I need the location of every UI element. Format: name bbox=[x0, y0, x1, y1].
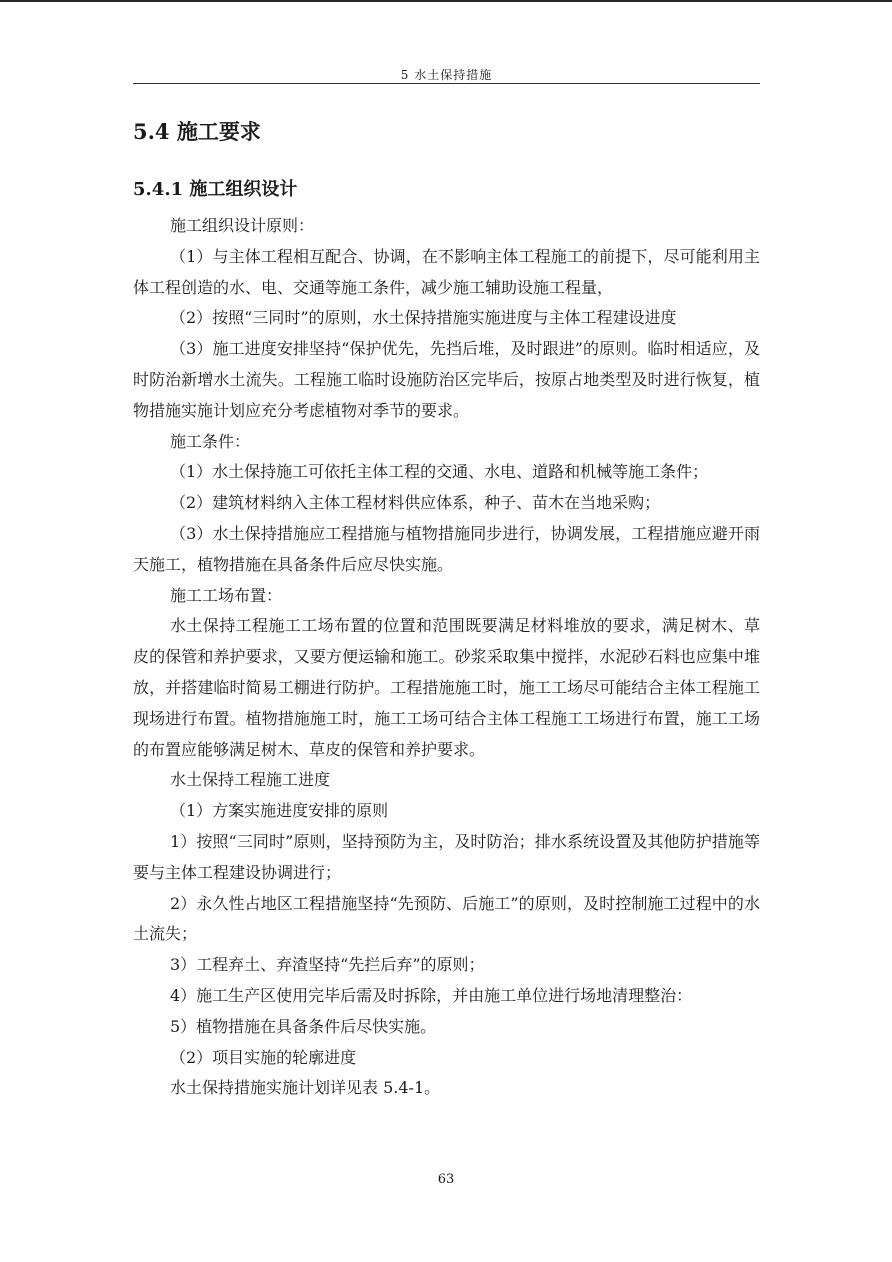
paragraph: 5）植物措施在具备条件后尽快实施。 bbox=[170, 1016, 437, 1036]
paragraph: （1）与主体工程相互配合、协调，在不影响主体工程施工的前提下，尽可能利用主体工程创造的水、电、交通等施工条件，减少施工辅助设施工程量， bbox=[133, 246, 760, 297]
paragraph: 水土保持工程施工工场布置的位置和范围既要满足材料堆放的要求，满足树木、草皮的保管和养护要求，又要方便运输和施工。砂浆采取集中搅拌，水泥砂石料也应集中堆放，并搭建临时简易工棚进行防护。工程措施施工时，施工工场尽可能结合主体工程施工现场进行布置。植物措施施工时，施工工场可结合主体工程施工工场进行布置，施工工场的布置应能够满足树木、草皮的保管和养护要求。 bbox=[133, 616, 760, 759]
paragraph: （1）水土保持施工可依托主体工程的交通、水电、道路和机械等施工条件； bbox=[170, 462, 709, 482]
paragraph: 水土保持措施实施计划详见表 5.4-1。 bbox=[170, 1078, 441, 1098]
subsection-title: 5.4.1 施工组织设计 bbox=[133, 179, 298, 200]
paragraph: 3）工程弃土、弃渣坚持“先拦后弃”的原则； bbox=[170, 955, 485, 975]
paragraph: 1）按照“三同时”原则，坚持预防为主，及时防治；排水系统设置及其他防护措施等要与主体工程建设协调进行； bbox=[133, 831, 760, 882]
page-body bbox=[133, 112, 760, 1104]
paragraph: 施工工场布置： bbox=[170, 585, 283, 605]
paragraph: 水土保持工程施工进度 bbox=[170, 770, 331, 790]
running-header: 5 水土保持措施 bbox=[400, 68, 493, 82]
paragraph: 施工条件： bbox=[170, 431, 251, 451]
paragraph: （1）方案实施进度安排的原则 bbox=[170, 801, 389, 821]
section-title: 5.4 施工要求 bbox=[133, 119, 261, 144]
top-edge-line bbox=[0, 0, 892, 2]
paragraph: （2）项目实施的轮廓进度 bbox=[170, 1047, 357, 1067]
paragraph: （2）按照“三同时”的原则，水土保持措施实施进度与主体工程建设进度 bbox=[170, 308, 677, 328]
header-rule bbox=[133, 83, 760, 84]
page-number: 63 bbox=[437, 1172, 455, 1187]
paragraph: （3）施工进度安排坚持“保护优先，先挡后堆，及时跟进”的原则。临时相适应，及时防治新增水土流失。工程施工临时设施防治区完毕后，按原占地类型及时进行恢复，植物措施实施计划应充分考虑植物对季节的要求。 bbox=[133, 339, 760, 420]
paragraph: 4）施工生产区使用完毕后需及时拆除，并由施工单位进行场地清理整治： bbox=[170, 985, 693, 1005]
paragraph: 2）永久性占地区工程措施坚持“先预防、后施工”的原则，及时控制施工过程中的水土流失； bbox=[133, 893, 760, 944]
paragraph: 施工组织设计原则： bbox=[170, 216, 315, 235]
paragraph: （2）建筑材料纳入主体工程材料供应体系，种子、苗木在当地采购； bbox=[170, 493, 661, 513]
paragraph: （3）水土保持措施应工程措施与植物措施同步进行，协调发展，工程措施应避开雨天施工，植物措施在具备条件后应尽快实施。 bbox=[133, 523, 760, 574]
